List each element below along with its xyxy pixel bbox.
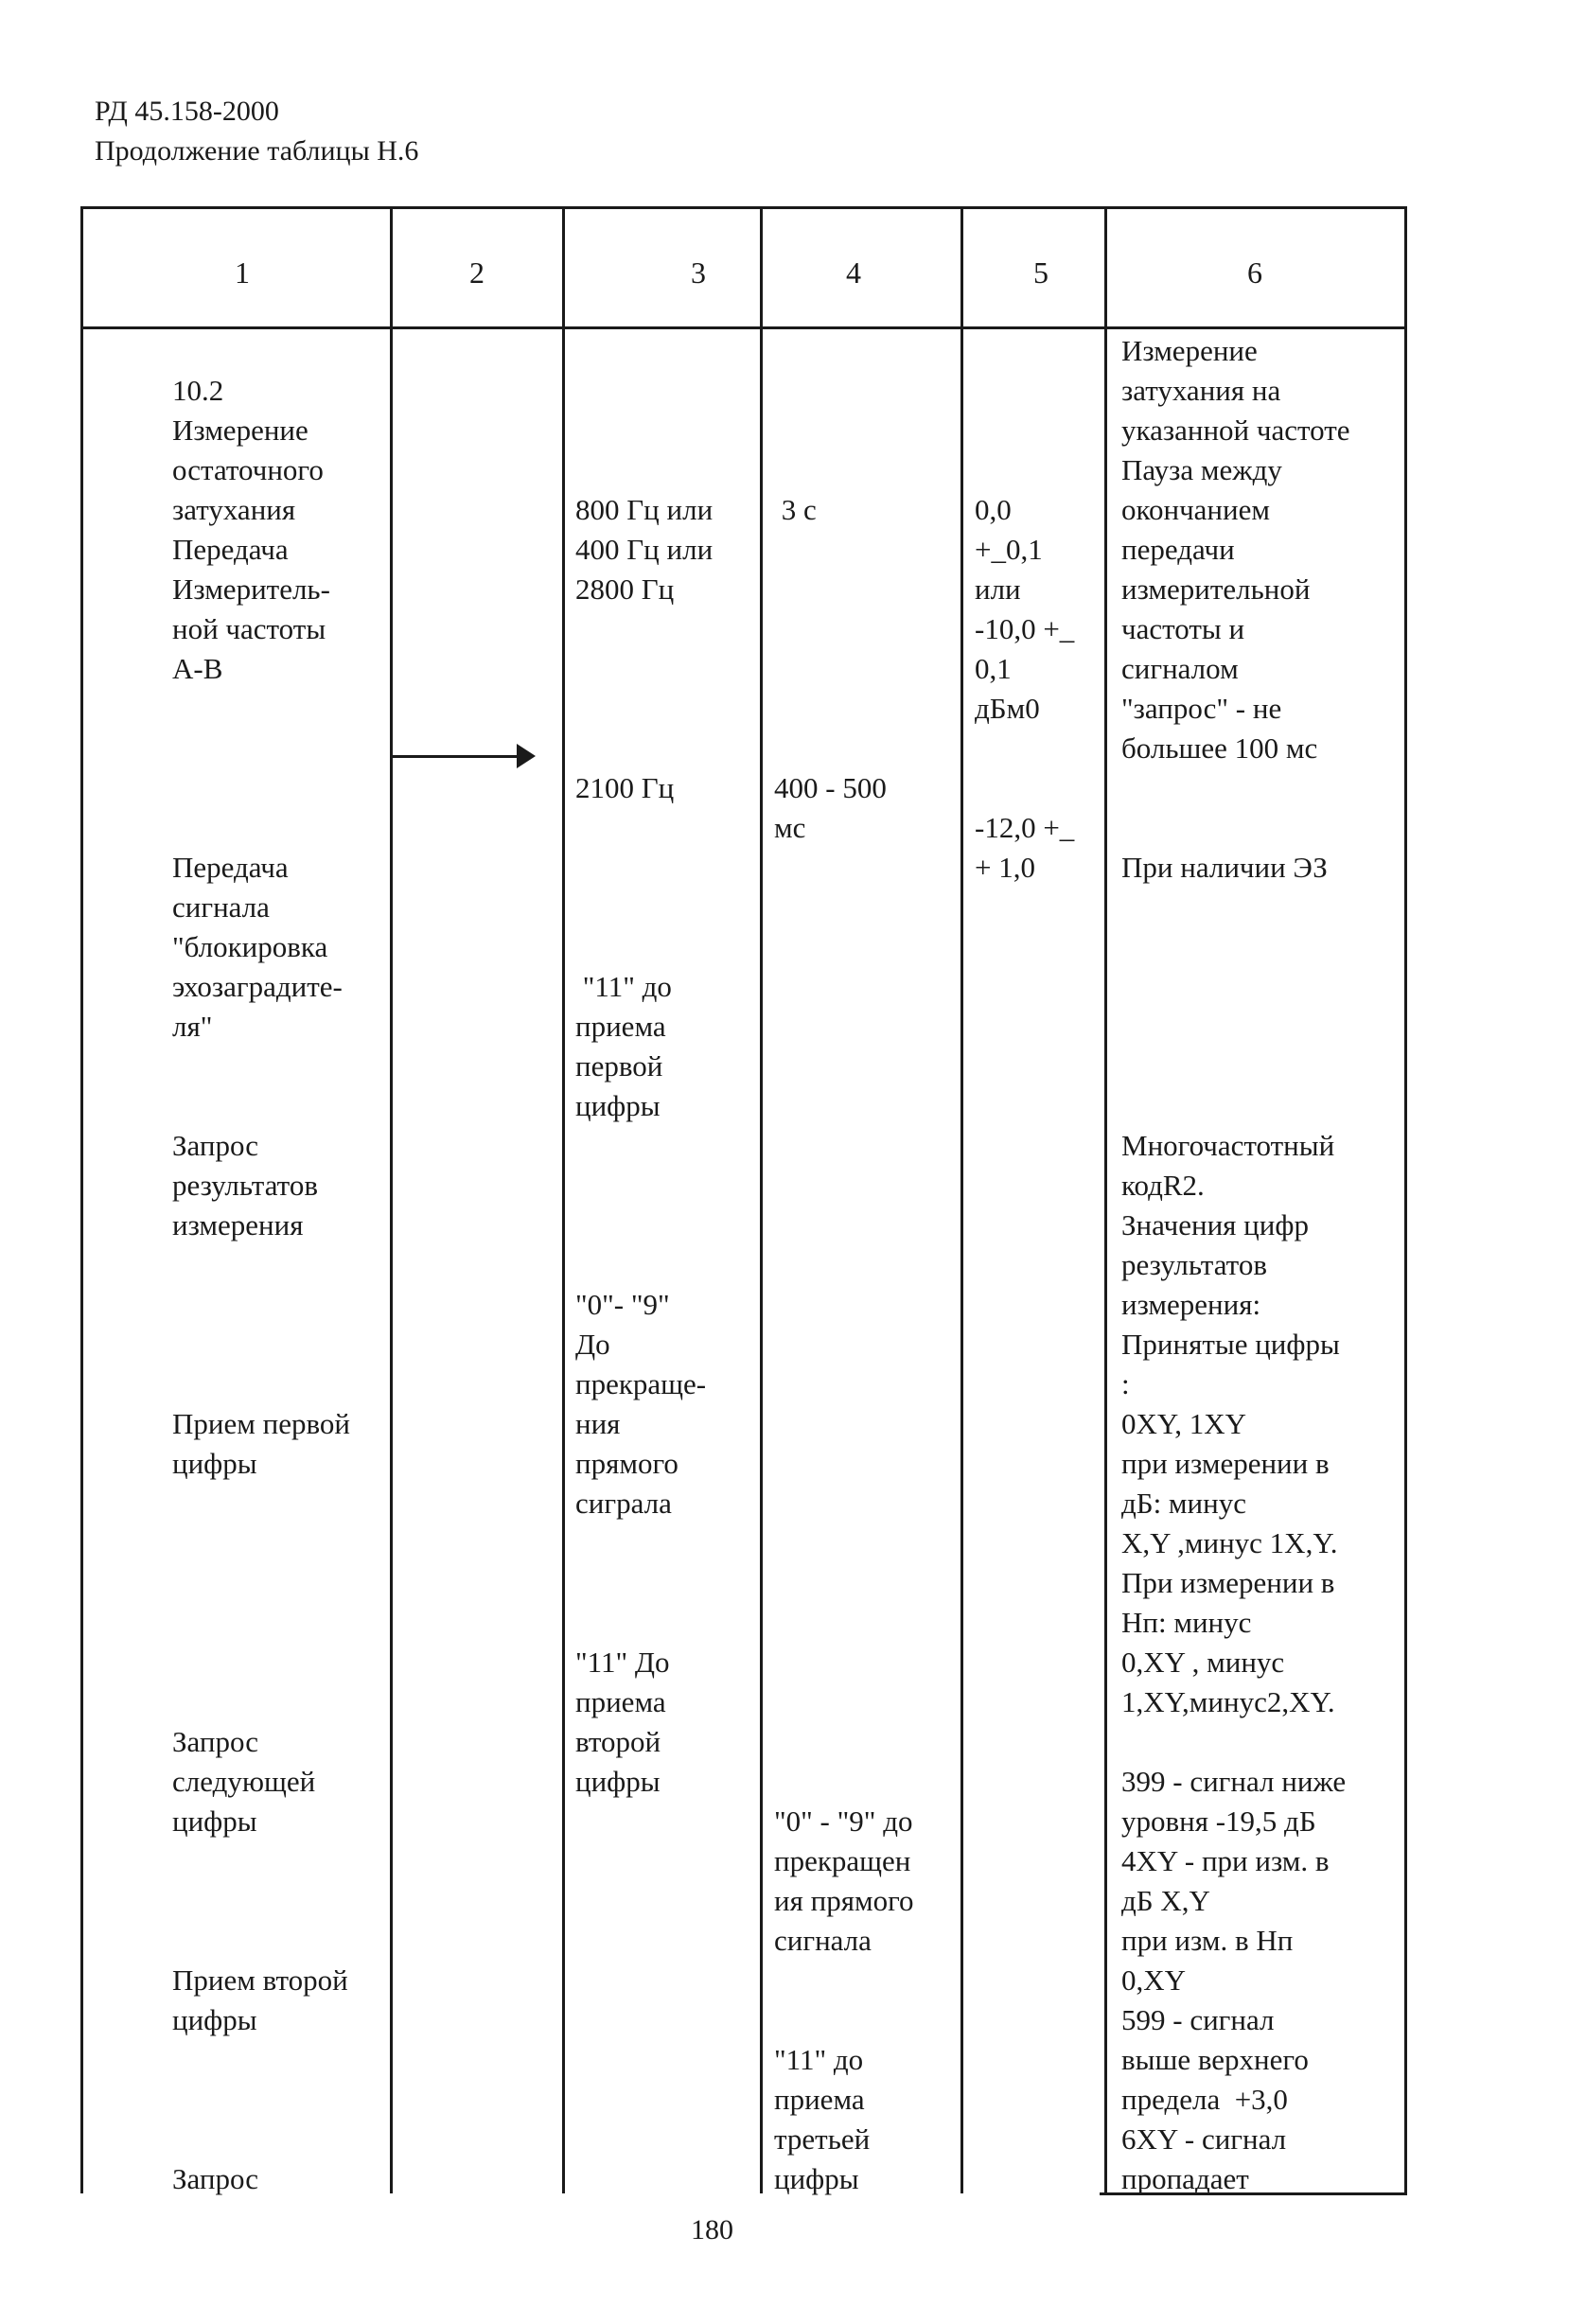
col1-measurement-residual-attenuation: 10.2 Измерение остаточного затухания Передача Измеритель- ной частоты А-В	[172, 374, 330, 685]
document-number: РД 45.158-2000	[95, 96, 279, 127]
col4-11-before-third: "11" до приема третьей цифры	[774, 2043, 871, 2195]
col3-11-before-second: "11" До приема второй цифры	[575, 1646, 670, 1798]
column-number-5: 5	[1033, 255, 1049, 290]
column-divider-5-6	[1104, 206, 1107, 2193]
column-number-4: 4	[846, 255, 861, 290]
table-header-bottom-border	[80, 326, 1407, 329]
col1-request-next-digit: Запрос следующей цифры	[172, 1725, 316, 1838]
col1-echo-blocking-signal: Передача сигнала "блокировка эхозаградите- ля"	[172, 851, 343, 1043]
col3-frequencies: 800 Гц или 400 Гц или 2800 Гц	[575, 493, 714, 606]
table-continuation-title: Продолжение таблицы Н.6	[95, 135, 419, 167]
col3-digits-until-stop: "0"- "9" До прекраще- ния прямого сиграла	[575, 1288, 707, 1520]
col5-level-2100: -12,0 +_ + 1,0	[975, 811, 1075, 884]
col1-request-results: Запрос результатов измерения	[172, 1129, 318, 1241]
column-number-2: 2	[469, 255, 485, 290]
column-number-3: 3	[691, 255, 706, 290]
col6-signal-codes: 399 - сигнал ниже уровня -19,5 дБ 4XY - при изм. в дБ X,Y при изм. в Нп 0,XY 599 - сигнал выше верхнего предела +3,0 6XY - сигнал пропадает	[1121, 1765, 1347, 2195]
col4-3s: 3 с	[774, 493, 817, 526]
page-number: 180	[691, 2214, 733, 2245]
arrow-shaft	[393, 755, 520, 758]
column-number-1: 1	[235, 255, 250, 290]
column-divider-2-3	[562, 206, 565, 2193]
col4-400-500ms: 400 - 500 мс	[774, 771, 887, 844]
col1-receive-second-digit: Прием второй цифры	[172, 1963, 348, 2036]
col3-2100hz: 2100 Гц	[575, 771, 675, 804]
col6-multifrequency-note: Многочастотный кодR2. Значения цифр результатов измерения: Принятые цифры : 0XY, 1XY при измерении в дБ: минус X,Y ,минус 1X,Y. При измерении в Нп: минус 0,XY , минус 1,XY,минус2,XY.	[1121, 1129, 1340, 1718]
table-top-border	[80, 206, 1407, 209]
arrow-head	[517, 744, 536, 768]
col1-receive-first-digit: Прием первой цифры	[172, 1407, 350, 1480]
column-number-6: 6	[1247, 255, 1262, 290]
col3-11-before-first: "11" до приема первой цифры	[575, 970, 672, 1122]
col4-digits-until-stop: "0" - "9" до прекращен ия прямого сигнала	[774, 1805, 914, 1957]
column-divider-1-2	[390, 206, 393, 2193]
column-divider-4-5	[960, 206, 963, 2193]
table-right-border	[1404, 206, 1407, 2193]
col6-echo-note: При наличии ЭЗ	[1121, 851, 1328, 884]
col1-request: Запрос	[172, 2162, 259, 2195]
col5-level: 0,0 +_0,1 или -10,0 +_ 0,1 дБм0	[975, 493, 1075, 725]
column-divider-3-4	[760, 206, 763, 2193]
col6-measurement-note: Измерение затухания на указанной частоте Пауза между окончанием передачи измерительной частоты и сигналом "запрос" - не большее 100 мс	[1121, 334, 1350, 765]
table-left-border	[80, 206, 83, 2193]
